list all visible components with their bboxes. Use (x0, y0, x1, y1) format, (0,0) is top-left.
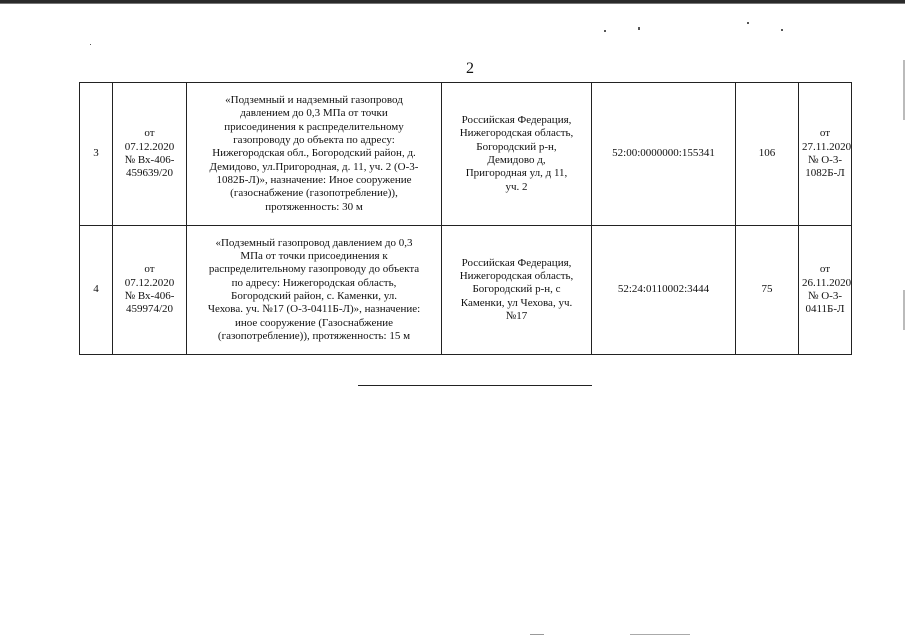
scan-speck (604, 30, 606, 32)
application-cell (113, 226, 187, 355)
application-cell (113, 83, 187, 226)
scan-speck (530, 634, 544, 635)
text-line: 459639/20 (125, 167, 174, 180)
text-line: Чехова. уч. №17 (О-3-0411Б-Л)», назначение: (207, 303, 421, 316)
text-line: Демидово д, (487, 154, 546, 166)
row-number: 4 (80, 226, 113, 355)
text-line: МПа от точки присоединения к (240, 250, 388, 263)
object-description-cell (187, 83, 442, 226)
text-line: 07.12.2020 (124, 140, 175, 153)
text-line: Богородский р-н, (476, 140, 557, 153)
text-line: Нижегородская область, (459, 270, 574, 283)
text-line: Нижегородская обл., Богородский район, д. (212, 147, 416, 160)
text-line: распределительному газопроводу до объекта (208, 263, 420, 276)
cadastral-number: 52:00:0000000:155341 (592, 83, 736, 226)
text-line: 26.11.2020 (802, 276, 852, 289)
text-line: давлением до 0,3 МПа от точки (240, 107, 388, 120)
registry-table (79, 82, 852, 355)
text-line: Демидово, ул.Пригородная, д. 11, уч. 2 (О-3- (209, 160, 419, 173)
text-line: № О-3- (807, 290, 842, 302)
text-line: Российская Федерация, (461, 256, 572, 269)
scan-speck (747, 22, 749, 24)
row-number: 3 (80, 83, 113, 226)
decision-cell (799, 226, 852, 355)
text-line: Российская Федерация, (461, 114, 572, 127)
scan-speck (90, 44, 91, 45)
text-line: Богородский район, с. Каменки, ул. (231, 290, 397, 302)
area-value: 75 (736, 226, 799, 355)
table-row (80, 83, 852, 226)
text-line: 1082Б-Л (805, 167, 845, 180)
text-line: Каменки, ул Чехова, уч. (460, 296, 573, 309)
scan-speck (638, 27, 640, 30)
text-line: по адресу: Нижегородская область, (231, 276, 397, 289)
text-line: № Вх-406- (124, 154, 175, 166)
scan-speck (781, 29, 783, 31)
text-line: Пригородная ул, д 11, (465, 167, 568, 180)
text-line: Нижегородская область, (459, 127, 574, 140)
address-cell (442, 226, 592, 355)
text-line: 07.12.2020 (124, 276, 175, 289)
scan-speck (630, 634, 690, 635)
text-line: газопроводу до объекта по адресу: (233, 134, 395, 147)
text-line: протяженность: 30 м (265, 200, 363, 213)
text-line: Богородский р-н, с (472, 283, 561, 296)
object-description-cell (187, 226, 442, 355)
text-line: от (144, 263, 155, 276)
text-line: №17 (505, 309, 528, 322)
text-line: присоединения к распределительному (224, 120, 404, 133)
text-line: «Подземный газопровод давлением до 0,3 (215, 236, 413, 249)
text-line: от (144, 127, 155, 140)
decision-cell (799, 83, 852, 226)
text-line: 459974/20 (125, 303, 174, 316)
text-line: уч. 2 (505, 180, 528, 193)
area-value: 106 (736, 83, 799, 226)
text-line: № Вх-406- (124, 290, 175, 302)
text-line: (газоснабжение (газопотребление)), (230, 187, 398, 200)
text-line: № О-3- (807, 154, 842, 166)
cadastral-number: 52:24:0110002:3444 (592, 226, 736, 355)
text-line: иное сооружение (Газоснабжение (234, 316, 394, 329)
table-row (80, 226, 852, 355)
text-line: 27.11.2020 (802, 140, 852, 153)
page-number: 2 (466, 60, 474, 77)
text-line: от (819, 263, 831, 276)
text-line: от (819, 127, 831, 140)
text-line: «Подземный и надземный газопровод (225, 94, 403, 107)
text-line: 1082Б-Л)», назначение: Иное сооружение (216, 173, 412, 186)
address-cell (442, 83, 592, 226)
text-line: 0411Б-Л (805, 303, 845, 316)
scan-top-edge-shadow (0, 3, 905, 4)
text-line: (газопотребление)), протяженность: 15 м (217, 329, 411, 342)
end-separator-line (358, 385, 592, 386)
